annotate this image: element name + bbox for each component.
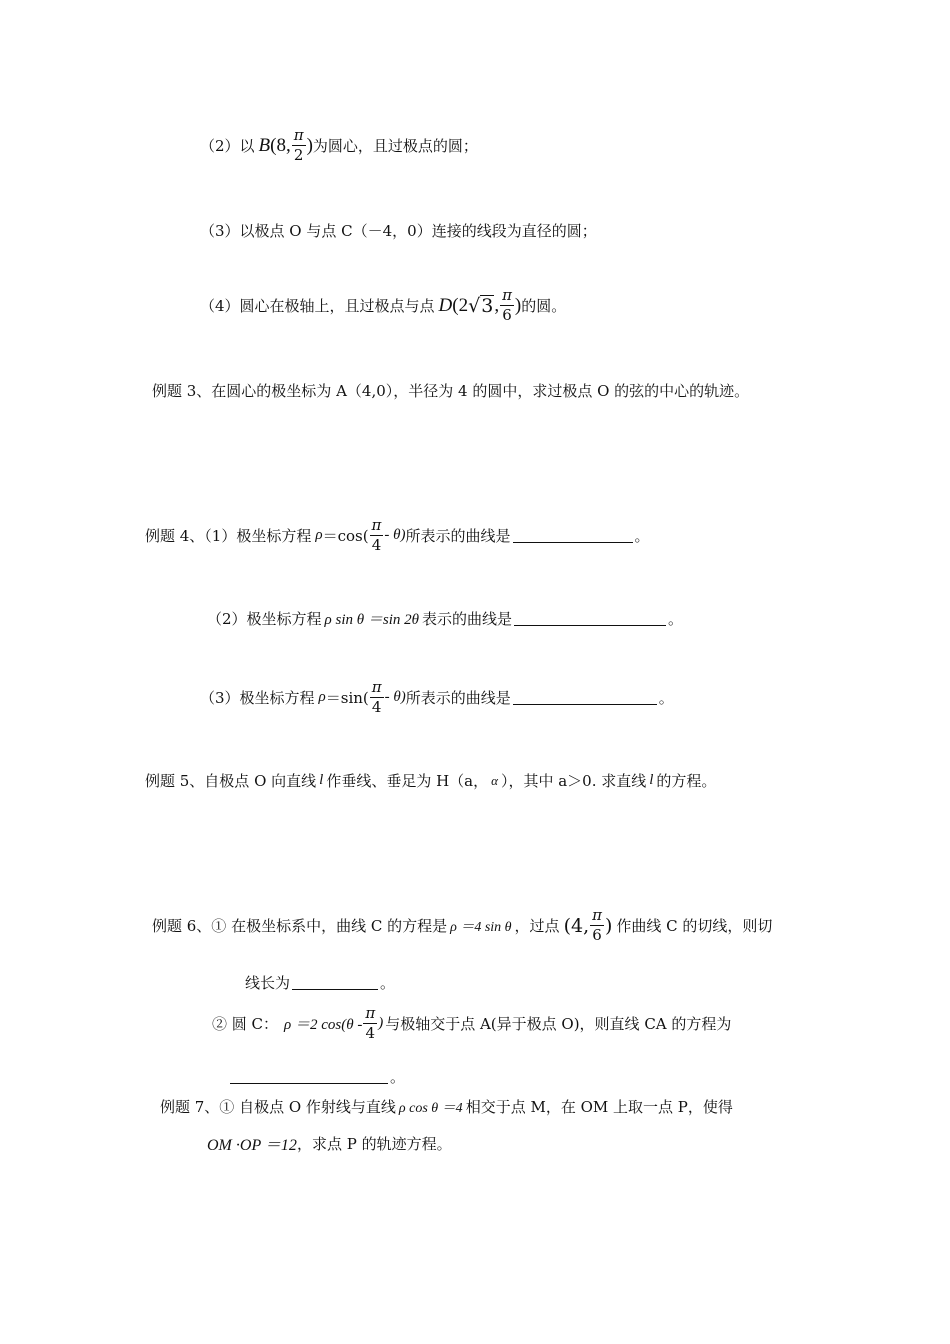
example-6-2-prefix: ② 圆 C： [212,1015,279,1033]
example-7-prefix: 例题 7、① 自极点 O 作射线与直线 [160,1098,396,1116]
example-4-3-end: 。 [658,689,674,707]
example-7-continued [207,1132,452,1155]
item-4 [200,288,566,323]
point-d-comma: , [494,294,500,316]
example-7b-suffix: ，求点 P 的轨迹方程。 [296,1135,452,1153]
example-6-2-continued [228,1066,405,1087]
fraction-numerator: π [365,1004,376,1022]
point-d-open: (2 [452,294,469,316]
point-close: ) [604,914,613,937]
example-6-2 [212,1006,731,1041]
fraction-denominator: 4 [365,1024,376,1042]
example-5-part4: 的方程。 [656,772,717,790]
alpha-symbol: α [491,772,498,788]
equation: ρ ＝4 sin θ [450,919,512,935]
example-4-2 [207,608,683,629]
example-5-part2: 作垂线、垂足为 H（a， [326,772,489,790]
example-6-2b-end: 。 [390,1068,406,1086]
item-2-suffix: 为圆心，且过极点的圆； [312,137,478,155]
equation: ρ sin θ ＝sin 2θ [324,612,419,628]
fraction-pi-over-6 [500,288,514,323]
example-3-text: 例题 3、在圆心的极坐标为 A（4,0），半径为 4 的圆中，求过极点 O 的弦的中心的轨迹。 [152,382,750,400]
example-4-1 [145,518,650,553]
example-7-suffix: 相交于点 M，在 OM 上取一点 P，使得 [465,1098,733,1116]
rho-symbol: ρ [315,527,323,543]
equation: ρ cos θ ＝4 [398,1100,463,1116]
example-4-2-suffix: 表示的曲线是 [422,610,513,628]
fraction-pi-over-2 [292,128,306,163]
example-4-3-prefix: （3）极坐标方程 [200,689,315,707]
fraction-pi-over-6 [590,908,604,943]
equation-tail: - θ) [384,527,406,543]
sqrt-3 [468,295,494,317]
example-4-1-end: 。 [634,527,650,545]
equation-tail: ) [378,1015,384,1031]
example-6-1b-end: 。 [380,974,396,992]
example-5-part1: 例题 5、自极点 O 向直线 [145,772,317,790]
item-2 [200,128,478,163]
point-b-open: (8, [270,134,291,156]
equation-lhs: ρ ＝2 cos(θ - [284,1017,363,1033]
point-b-close: ) [306,134,313,156]
example-5-part3: ），其中 a＞0. 求直线 [500,772,647,790]
example-7 [160,1096,733,1117]
point-open: (4, [563,914,590,937]
fraction-pi-over-4 [370,680,384,715]
point-b: B [258,134,271,156]
equation-rhs: ＝cos( [322,527,369,545]
fraction-denominator: 6 [502,306,512,324]
fraction-numerator: π [293,126,304,144]
example-4-1-prefix: 例题 4、（1）极坐标方程 [145,527,312,545]
answer-blank[interactable] [513,690,657,705]
answer-blank[interactable] [230,1069,388,1084]
line-l-symbol: l [649,772,654,788]
point-d-close: ) [514,294,522,316]
item-3 [200,220,597,241]
answer-blank[interactable] [513,528,633,543]
example-6-1-mid: ，过点 [514,917,560,935]
radicand: 3 [481,294,494,317]
item-3-text: （3）以极点 O 与点 C（－4，0）连接的线段为直径的圆； [200,222,597,240]
fraction-denominator: 6 [592,926,602,944]
fraction-denominator: 4 [371,698,382,716]
example-4-2-prefix: （2）极坐标方程 [207,610,322,628]
fraction-numerator: π [502,286,512,304]
equation-tail: - θ) [384,689,406,705]
equation-rhs: ＝sin( [325,689,369,707]
example-3 [152,380,749,401]
item-4-suffix: 的圆。 [521,297,567,315]
example-6-2-suffix: 与极轴交于点 A(异于极点 O)，则直线 CA 的方程为 [385,1015,732,1033]
example-4-3-suffix: 所表示的曲线是 [405,689,511,707]
example-5 [145,770,716,791]
example-4-2-end: 。 [668,610,684,628]
fraction-pi-over-4 [363,1006,377,1041]
example-6-1-prefix: 例题 6、① 在极坐标系中，曲线 C 的方程是 [152,917,448,935]
equation: OM ·OP ＝12 [207,1137,297,1154]
fraction-numerator: π [371,516,382,534]
fraction-numerator: π [592,906,602,924]
point-d: D [438,294,453,316]
fraction-denominator: 4 [371,536,382,554]
item-2-prefix: （2）以 [200,137,255,155]
radical-sign-icon: √ [468,294,481,317]
example-4-1-suffix: 所表示的曲线是 [405,527,511,545]
fraction-denominator: 2 [293,146,304,164]
fraction-pi-over-4 [370,518,384,553]
example-6-1 [152,908,772,943]
item-4-prefix: （4）圆心在极轴上，且过极点与点 [200,297,435,315]
line-l-symbol: l [319,772,324,788]
example-6-1-suffix: 作曲线 C 的切线，则切 [616,917,773,935]
rho-symbol: ρ [318,689,326,705]
example-6-1-continued [245,972,395,993]
example-6-1b-prefix: 线长为 [245,974,291,992]
example-4-3 [200,680,674,715]
answer-blank[interactable] [292,975,378,990]
answer-blank[interactable] [514,611,666,626]
fraction-numerator: π [371,678,382,696]
